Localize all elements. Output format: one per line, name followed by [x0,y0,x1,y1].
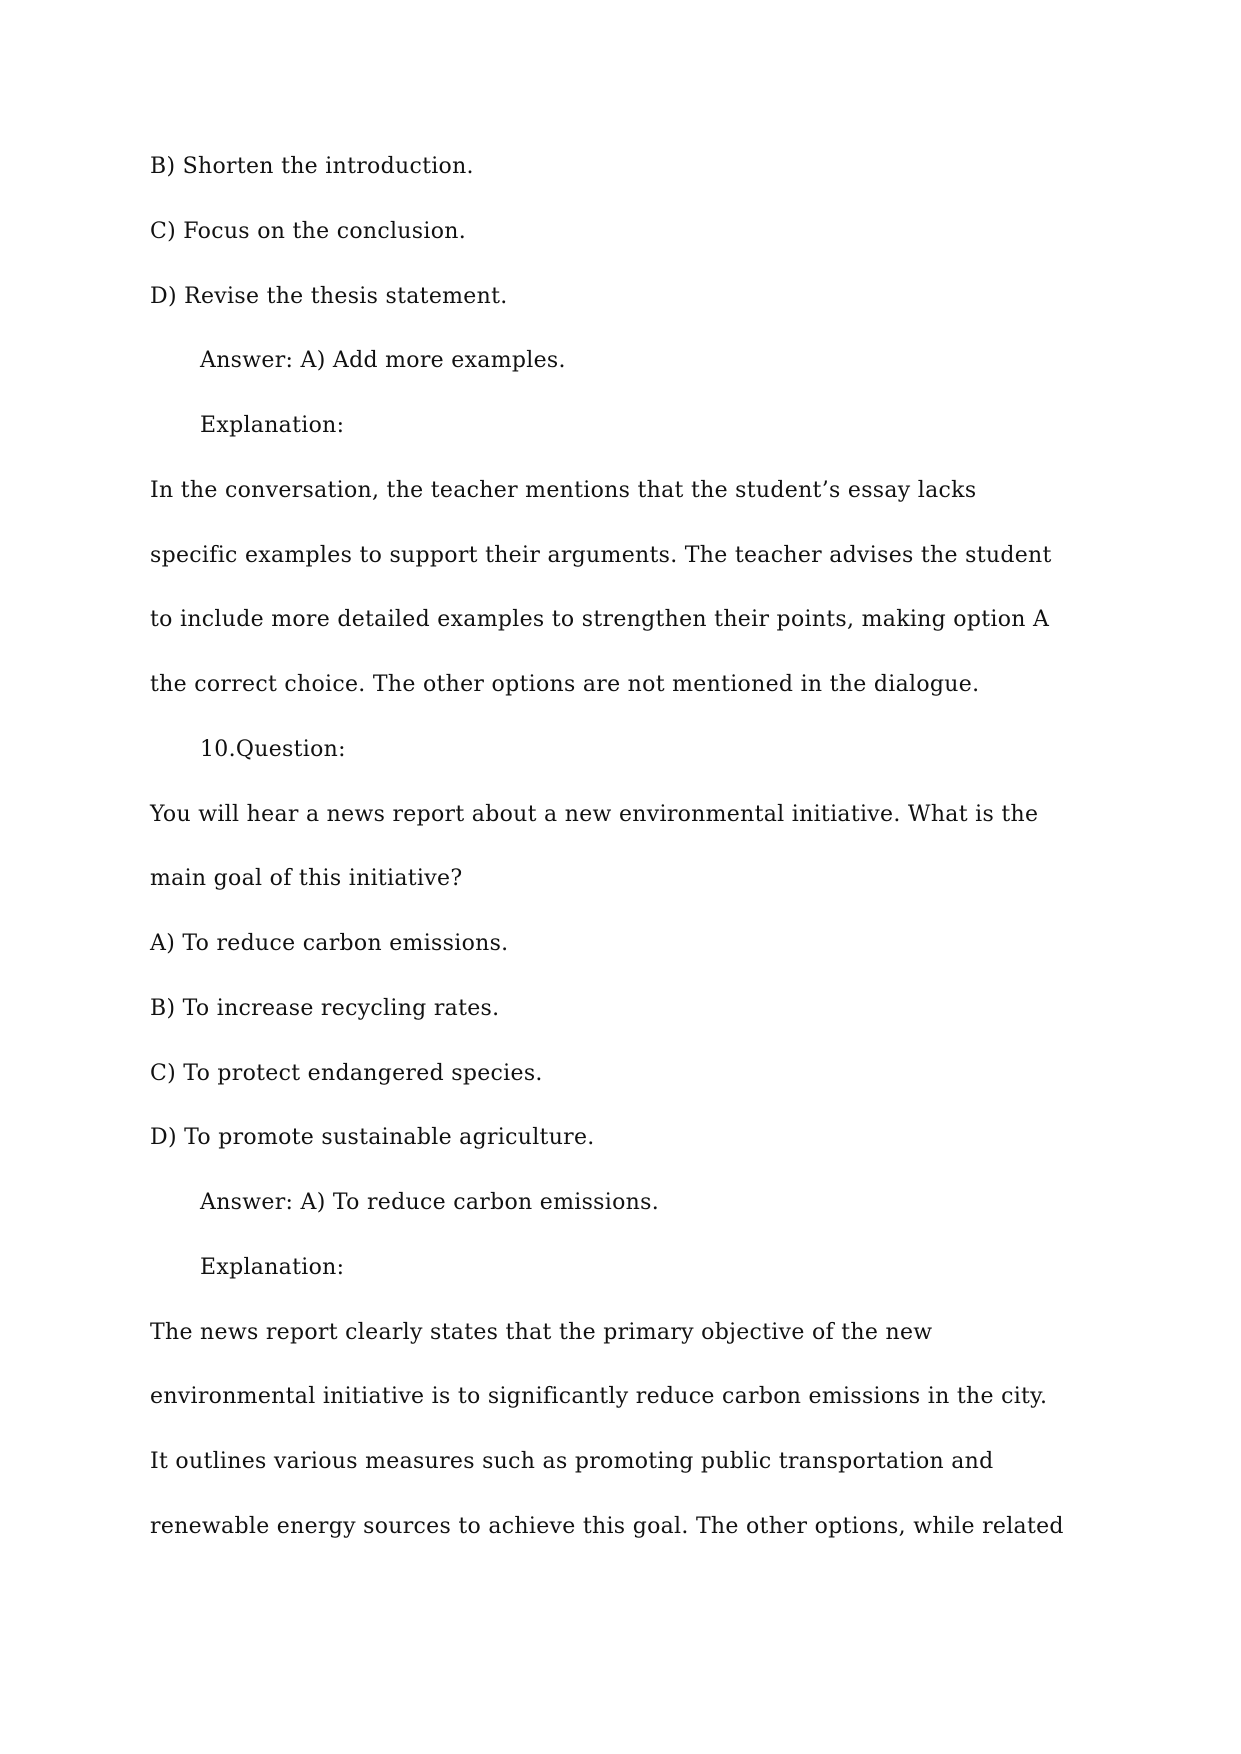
q10-option-c: C) To protect endangered species. [150,1061,543,1086]
q10-explanation-line: It outlines various measures such as promoting public transportation and [150,1449,994,1474]
q9-explanation-line: specific examples to support their arguments. The teacher advises the student [150,543,1052,568]
q10-option-d: D) To promote sustainable agriculture. [150,1125,595,1150]
q10-option-a: A) To reduce carbon emissions. [150,931,509,956]
q9-answer: Answer: A) Add more examples. [200,348,566,373]
q9-explanation-line: the correct choice. The other options are not mentioned in the dialogue. [150,672,980,697]
q10-option-b: B) To increase recycling rates. [150,996,500,1021]
q9-explanation-label: Explanation: [200,413,345,438]
q10-explanation-line: renewable energy sources to achieve this goal. The other options, while related [150,1514,1064,1539]
q10-explanation-line: The news report clearly states that the primary objective of the new [150,1320,933,1345]
q10-heading: 10.Question: [200,737,346,762]
q9-option-c: C) Focus on the conclusion. [150,219,467,244]
q10-explanation-label: Explanation: [200,1255,345,1280]
q9-explanation-line: In the conversation, the teacher mentions that the student’s essay lacks [150,478,977,503]
q10-prompt-line: main goal of this initiative? [150,866,463,891]
q9-option-d: D) Revise the thesis statement. [150,284,508,309]
q10-explanation-line: environmental initiative is to significantly reduce carbon emissions in the city. [150,1384,1048,1409]
q9-option-b: B) Shorten the introduction. [150,154,474,179]
q10-answer: Answer: A) To reduce carbon emissions. [200,1190,659,1215]
q9-explanation-line: to include more detailed examples to strengthen their points, making option A [150,607,1050,632]
q10-prompt-line: You will hear a news report about a new environmental initiative. What is the [150,802,1039,827]
